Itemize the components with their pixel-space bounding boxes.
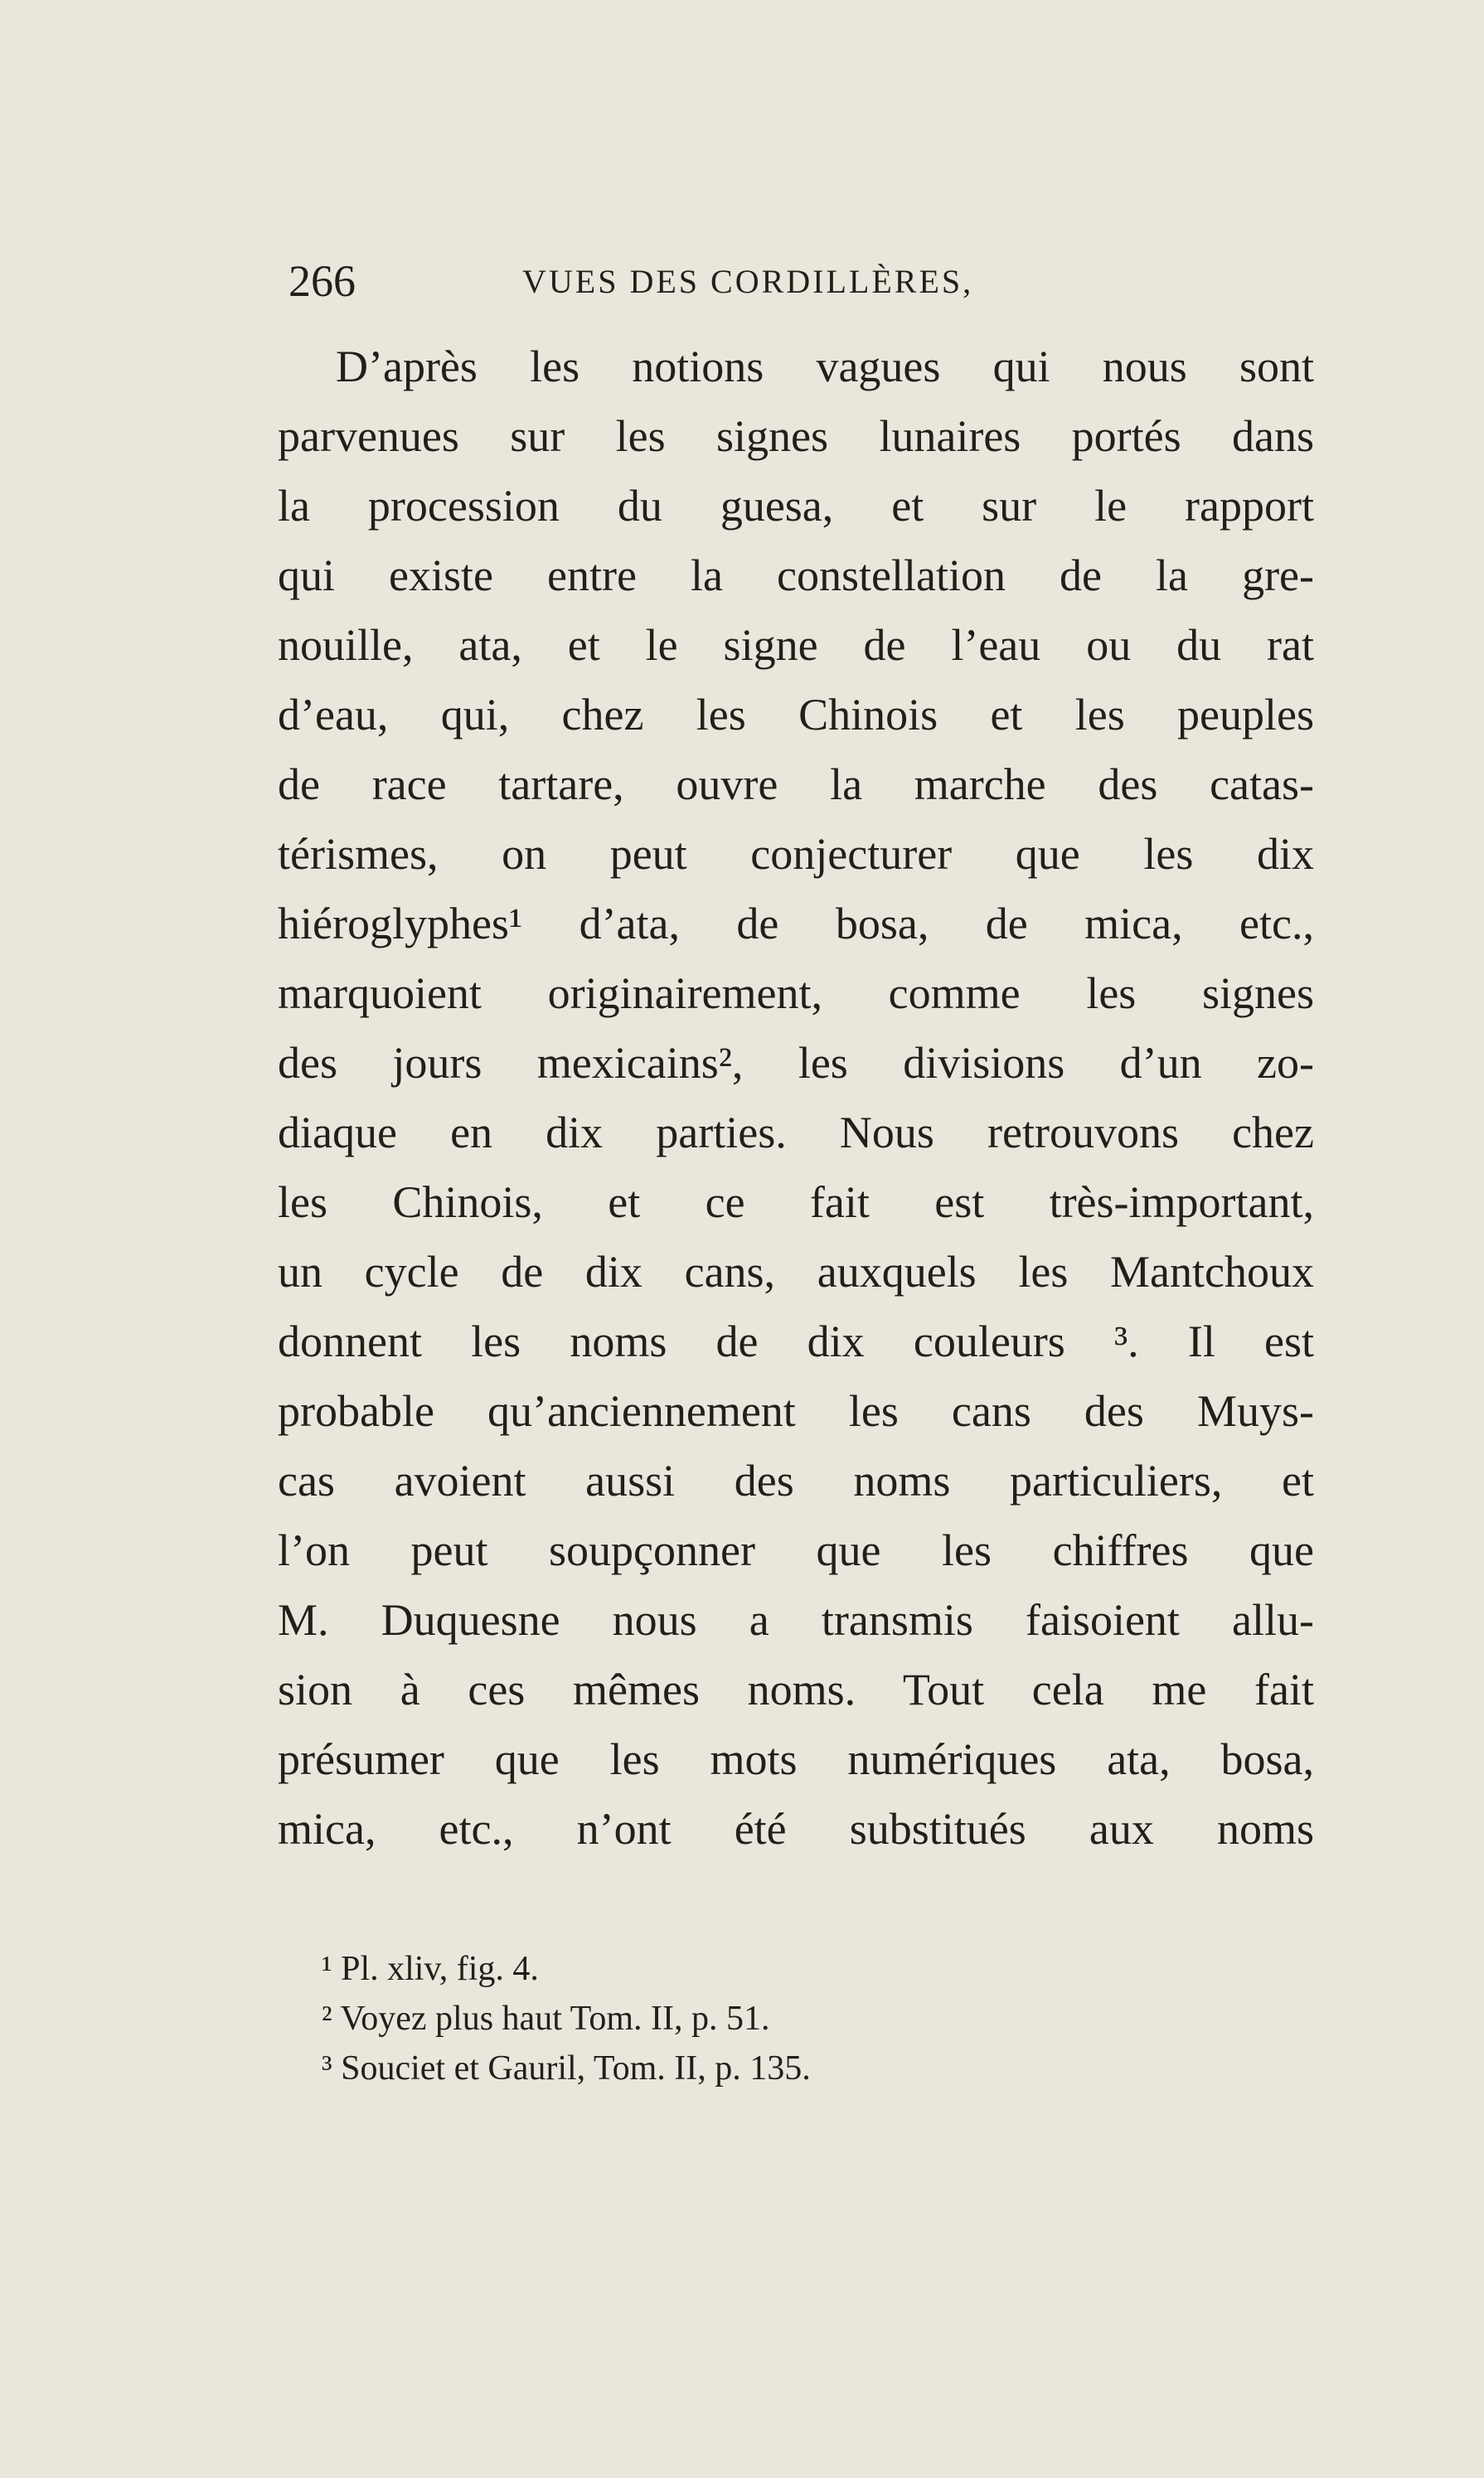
text-line: les Chinois, et ce fait est très-important, — [278, 1177, 1314, 1227]
text-line: nouille, ata, et le signe de l’eau ou du rat — [278, 620, 1314, 670]
text-line: mica, etc., n’ont été substitués aux noms — [278, 1804, 1314, 1854]
footnote: ² Voyez plus haut Tom. II, p. 51. — [322, 2000, 770, 2038]
text-line: donnent les noms de dix couleurs ³. Il est — [278, 1317, 1314, 1366]
running-title: VUES DES CORDILLÈRES, — [522, 263, 974, 300]
text-line: diaque en dix parties. Nous retrouvons chez — [278, 1108, 1314, 1157]
text-line: térismes, on peut conjecturer que les dix — [278, 829, 1314, 879]
text-line: sion à ces mêmes noms. Tout cela me fait — [278, 1665, 1314, 1714]
text-line: qui existe entre la constellation de la gre- — [278, 550, 1314, 600]
footnote: ³ Souciet et Gauril, Tom. II, p. 135. — [322, 2049, 811, 2088]
page-header — [289, 255, 1101, 305]
text-line: d’eau, qui, chez les Chinois et les peuples — [278, 690, 1314, 740]
text-line: D’après les notions vagues qui nous sont — [336, 342, 1314, 391]
text-line: parvenues sur les signes lunaires portés dans — [278, 411, 1314, 461]
text-line: de race tartare, ouvre la marche des catas- — [278, 759, 1314, 809]
text-line: M. Duquesne nous a transmis faisoient allu- — [278, 1595, 1314, 1645]
text-line: présumer que les mots numériques ata, bosa, — [278, 1734, 1314, 1784]
text-line: marquoient originairement, comme les signes — [278, 968, 1314, 1018]
footnotes — [322, 1944, 1068, 2093]
text-line: l’on peut soupçonner que les chiffres que — [278, 1525, 1314, 1575]
text-line: la procession du guesa, et sur le rapport — [278, 481, 1314, 531]
footnote: ¹ Pl. xliv, fig. 4. — [322, 1950, 539, 1988]
text-line: hiéroglyphes¹ d’ata, de bosa, de mica, etc., — [278, 899, 1314, 948]
page-number: 266 — [289, 256, 356, 306]
text-line: cas avoient aussi des noms particuliers, et — [278, 1456, 1314, 1506]
text-line: des jours mexicains², les divisions d’un zo- — [278, 1038, 1314, 1088]
body-text — [278, 332, 1314, 1864]
text-line: probable qu’anciennement les cans des Muys- — [278, 1386, 1314, 1436]
text-line: un cycle de dix cans, auxquels les Mantchoux — [278, 1247, 1314, 1297]
